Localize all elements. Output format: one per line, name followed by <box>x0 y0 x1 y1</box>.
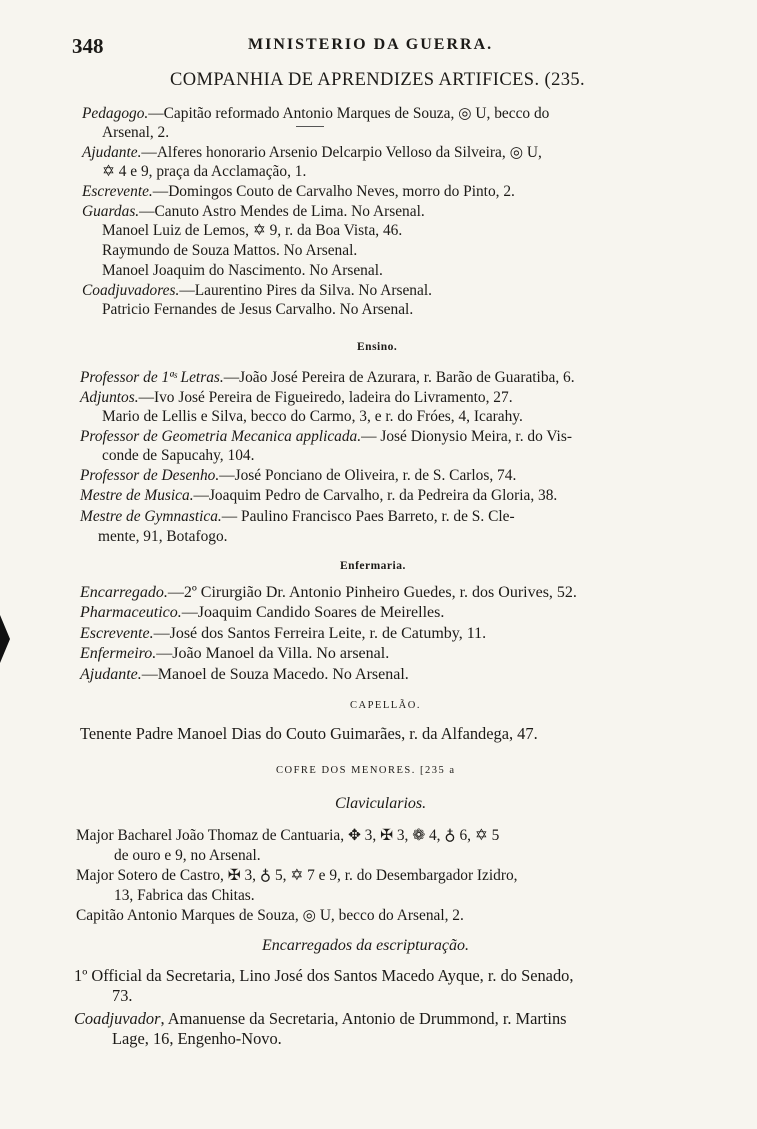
staff-line: Manoel Joaquim do Nascimento. No Arsenal. <box>102 262 383 279</box>
staff-line: Ajudante.—Alferes honorario Arsenio Delcarpio Velloso da Silveira, ◎ U, <box>82 144 542 161</box>
escripturacao-line: Coadjuvador, Amanuense da Secretaria, Antonio de Drummond, r. Martins <box>74 1009 567 1028</box>
staff-line: Manoel Luiz de Lemos, ✡ 9, r. da Boa Vista, 46. <box>102 222 403 239</box>
ensino-line: Professor de Desenho.—José Ponciano de Oliveira, r. de S. Carlos, 74. <box>80 467 517 484</box>
cofre-line: Major Sotero de Castro, ✠ 3, ♁ 5, ✡ 7 e 9, r. do Desembargador Izidro, <box>76 867 518 884</box>
enfermaria-line: Enfermeiro.—João Manoel da Villa. No arsenal. <box>80 645 390 662</box>
margin-mark <box>0 615 10 663</box>
running-title: MINISTERIO DA GUERRA. <box>248 36 494 53</box>
enfermaria-heading: Enfermaria. <box>340 560 406 572</box>
cofre-line: de ouro e 9, no Arsenal. <box>114 847 261 864</box>
enfermaria-line: Pharmaceutico.—Joaquim Candido Soares de Meirelles. <box>80 604 445 621</box>
escripturacao-line: 1º Official da Secretaria, Lino José dos Santos Macedo Ayque, r. do Senado, <box>74 966 574 985</box>
cofre-line: Major Bacharel João Thomaz de Cantuaria, ✥ 3, ✠ 3, ❁ 4, ♁ 6, ✡ 5 <box>76 827 500 844</box>
staff-line: Escrevente.—Domingos Couto de Carvalho Neves, morro do Pinto, 2. <box>82 183 515 200</box>
escripturacao-heading: Encarregados da escripturação. <box>262 937 469 954</box>
section-title: COMPANHIA DE APRENDIZES ARTIFICES. (235. <box>170 70 586 90</box>
ensino-line: conde de Sapucahy, 104. <box>102 447 255 464</box>
ensino-heading: Ensino. <box>357 341 398 353</box>
cofre-heading: COFRE DOS MENORES. [235 a <box>276 765 456 776</box>
page-number: 348 <box>72 34 104 58</box>
divider <box>296 126 324 127</box>
staff-line: Guardas.—Canuto Astro Mendes de Lima. No Arsenal. <box>82 203 425 220</box>
ensino-line: Mestre de Musica.—Joaquim Pedro de Carvalho, r. da Pedreira da Gloria, 38. <box>80 487 558 504</box>
staff-line: Coadjuvadores.—Laurentino Pires da Silva. No Arsenal. <box>82 282 432 299</box>
ensino-line: Mario de Lellis e Silva, becco do Carmo, 3, e r. do Fróes, 4, Icarahy. <box>102 408 523 425</box>
enfermaria-line: Escrevente.—José dos Santos Ferreira Leite, r. de Catumby, 11. <box>80 625 487 642</box>
cofre-line: Capitão Antonio Marques de Souza, ◎ U, becco do Arsenal, 2. <box>76 907 464 924</box>
capellao-line: Tenente Padre Manoel Dias do Couto Guimarães, r. da Alfandega, 47. <box>80 724 538 743</box>
staff-line: Raymundo de Souza Mattos. No Arsenal. <box>102 242 358 259</box>
staff-line: Arsenal, 2. <box>102 124 170 141</box>
enfermaria-line: Encarregado.—2º Cirurgião Dr. Antonio Pinheiro Guedes, r. dos Ourives, 52. <box>80 584 577 601</box>
staff-line: Patricio Fernandes de Jesus Carvalho. No Arsenal. <box>102 301 414 318</box>
escripturacao-line: 73. <box>112 986 133 1005</box>
ensino-line: Professor de 1ªˢ Letras.—João José Pereira de Azurara, r. Barão de Guaratiba, 6. <box>80 369 575 386</box>
ensino-line: Professor de Geometria Mecanica applicada.— José Dionysio Meira, r. do Vis- <box>80 428 572 445</box>
ensino-line: Adjuntos.—Ivo José Pereira de Figueiredo, ladeira do Livramento, 27. <box>80 389 513 406</box>
escripturacao-line: Lage, 16, Engenho-Novo. <box>112 1029 282 1048</box>
cofre-line: 13, Fabrica das Chitas. <box>114 887 255 904</box>
clavicularios-heading: Clavicularios. <box>335 795 427 812</box>
enfermaria-line: Ajudante.—Manoel de Souza Macedo. No Arsenal. <box>80 666 409 683</box>
staff-line: ✡ 4 e 9, praça da Acclamação, 1. <box>102 163 307 180</box>
ensino-line: mente, 91, Botafogo. <box>98 528 228 545</box>
capellao-heading: CAPELLÃO. <box>350 700 421 711</box>
ensino-line: Mestre de Gymnastica.— Paulino Francisco Paes Barreto, r. de S. Cle- <box>80 508 515 525</box>
staff-line: Pedagogo.—Capitão reformado Antonio Marques de Souza, ◎ U, becco do <box>82 105 550 122</box>
